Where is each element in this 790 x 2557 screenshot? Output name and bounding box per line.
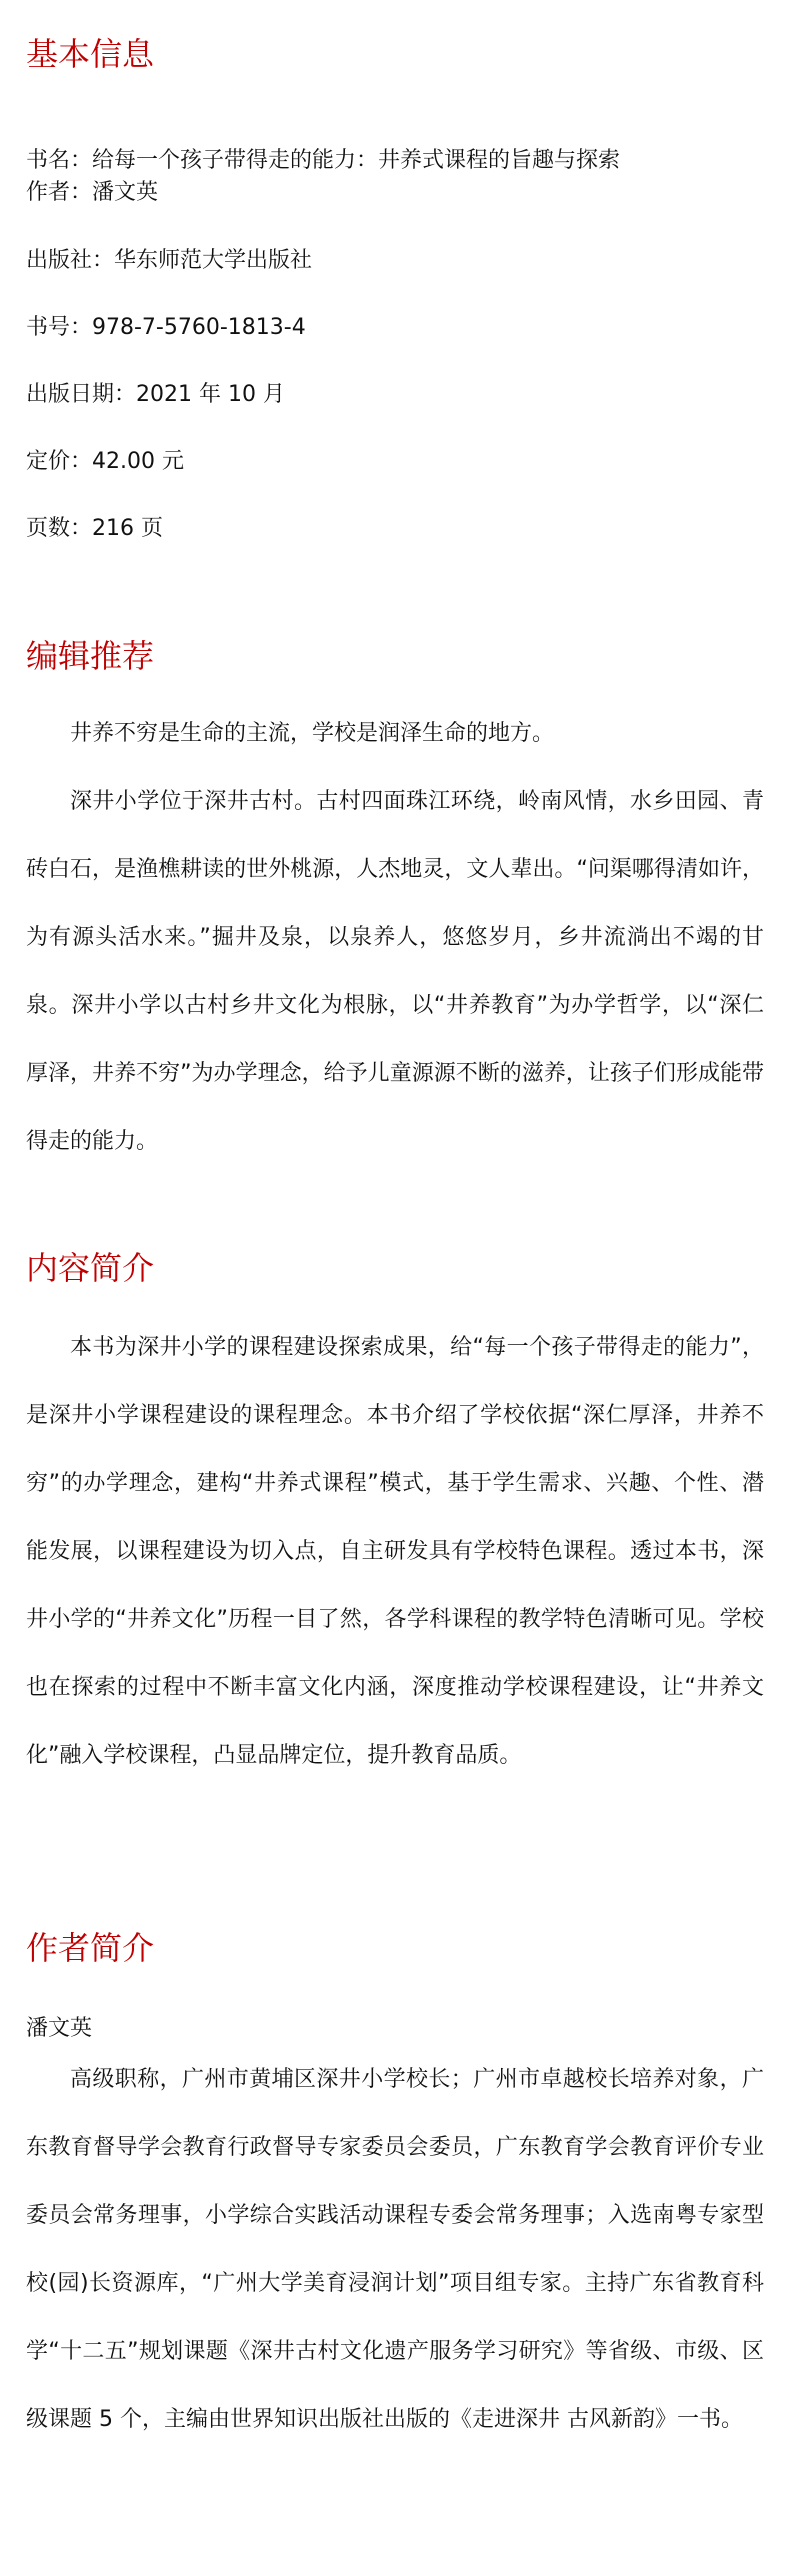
content-intro-heading: 内容简介 <box>26 1249 155 1287</box>
content-intro-body <box>26 1314 764 1790</box>
publish-date-line: 出版日期：2021 年 10 月 <box>26 382 285 407</box>
author-intro-body <box>26 2046 764 2454</box>
content-intro-paragraph: 本书为深井小学的课程建设探索成果，给“每一个孩子带得走的能力”，是深井小学课程建设的课程理念。本书介绍了学校依据“深仁厚泽，井养不穷”的办学理念，建构“井养式课程”模式，基于学生需求、兴趣、个性、潜能发展，以课程建设为切入点，自主研发具有学校特色课程。透过本书，深井小学的“井养文化”历程一目了然，各学科课程的教学特色清晰可见。学校也在探索的过程中不断丰富文化内涵，深度推动学校课程建设，让“井养文化”融入学校课程，凸显品牌定位，提升教育品质。 <box>26 1335 764 1768</box>
author-line: 作者：潘文英 <box>26 180 159 205</box>
book-title-line: 书名：给每一个孩子带得走的能力：井养式课程的旨趣与探索 <box>26 148 621 173</box>
isbn-line: 书号：978-7-5760-1813-4 <box>26 315 306 340</box>
editor-recommend-heading: 编辑推荐 <box>26 637 155 675</box>
page-count-line: 页数：216 页 <box>26 516 163 541</box>
editor-recommend-body <box>26 700 764 1176</box>
publisher-line: 出版社：华东师范大学出版社 <box>26 248 313 273</box>
author-intro-paragraph: 高级职称，广州市黄埔区深井小学校长；广州市卓越校长培养对象，广东教育督导学会教育行政督导专家委员会委员，广东教育学会教育评价专业委员会常务理事，小学综合实践活动课程专委会常务理事；入选南粤专家型校(园)长资源库，“广州大学美育浸润计划”项目组专家。主持广东省教育科学“十二五”规划课题《深井古村文化遗产服务学习研究》等省级、市级、区级课题 5 个，主编由世界知识出版社出版的《走进深井 古风新韵》一书。 <box>26 2067 764 2432</box>
basic-info-heading: 基本信息 <box>26 35 155 73</box>
recommend-paragraph: 深井小学位于深井古村。古村四面珠江环绕，岭南风情，水乡田园、青砖白石，是渔樵耕读的世外桃源，人杰地灵，文人辈出。“问渠哪得清如许，为有源头活水来。”掘井及泉，以泉养人，悠悠岁月，乡井流淌出不竭的甘泉。深井小学以古村乡井文化为根脉，以“井养教育”为办学哲学，以“深仁厚泽，井养不穷”为办学理念，给予儿童源源不断的滋养，让孩子们形成能带得走的能力。 <box>26 789 764 1154</box>
author-intro-heading: 作者简介 <box>26 1929 155 1967</box>
author-name: 潘文英 <box>26 2016 93 2041</box>
price-line: 定价：42.00 元 <box>26 449 184 474</box>
recommend-paragraph: 井养不穷是生命的主流，学校是润泽生命的地方。 <box>70 721 555 746</box>
